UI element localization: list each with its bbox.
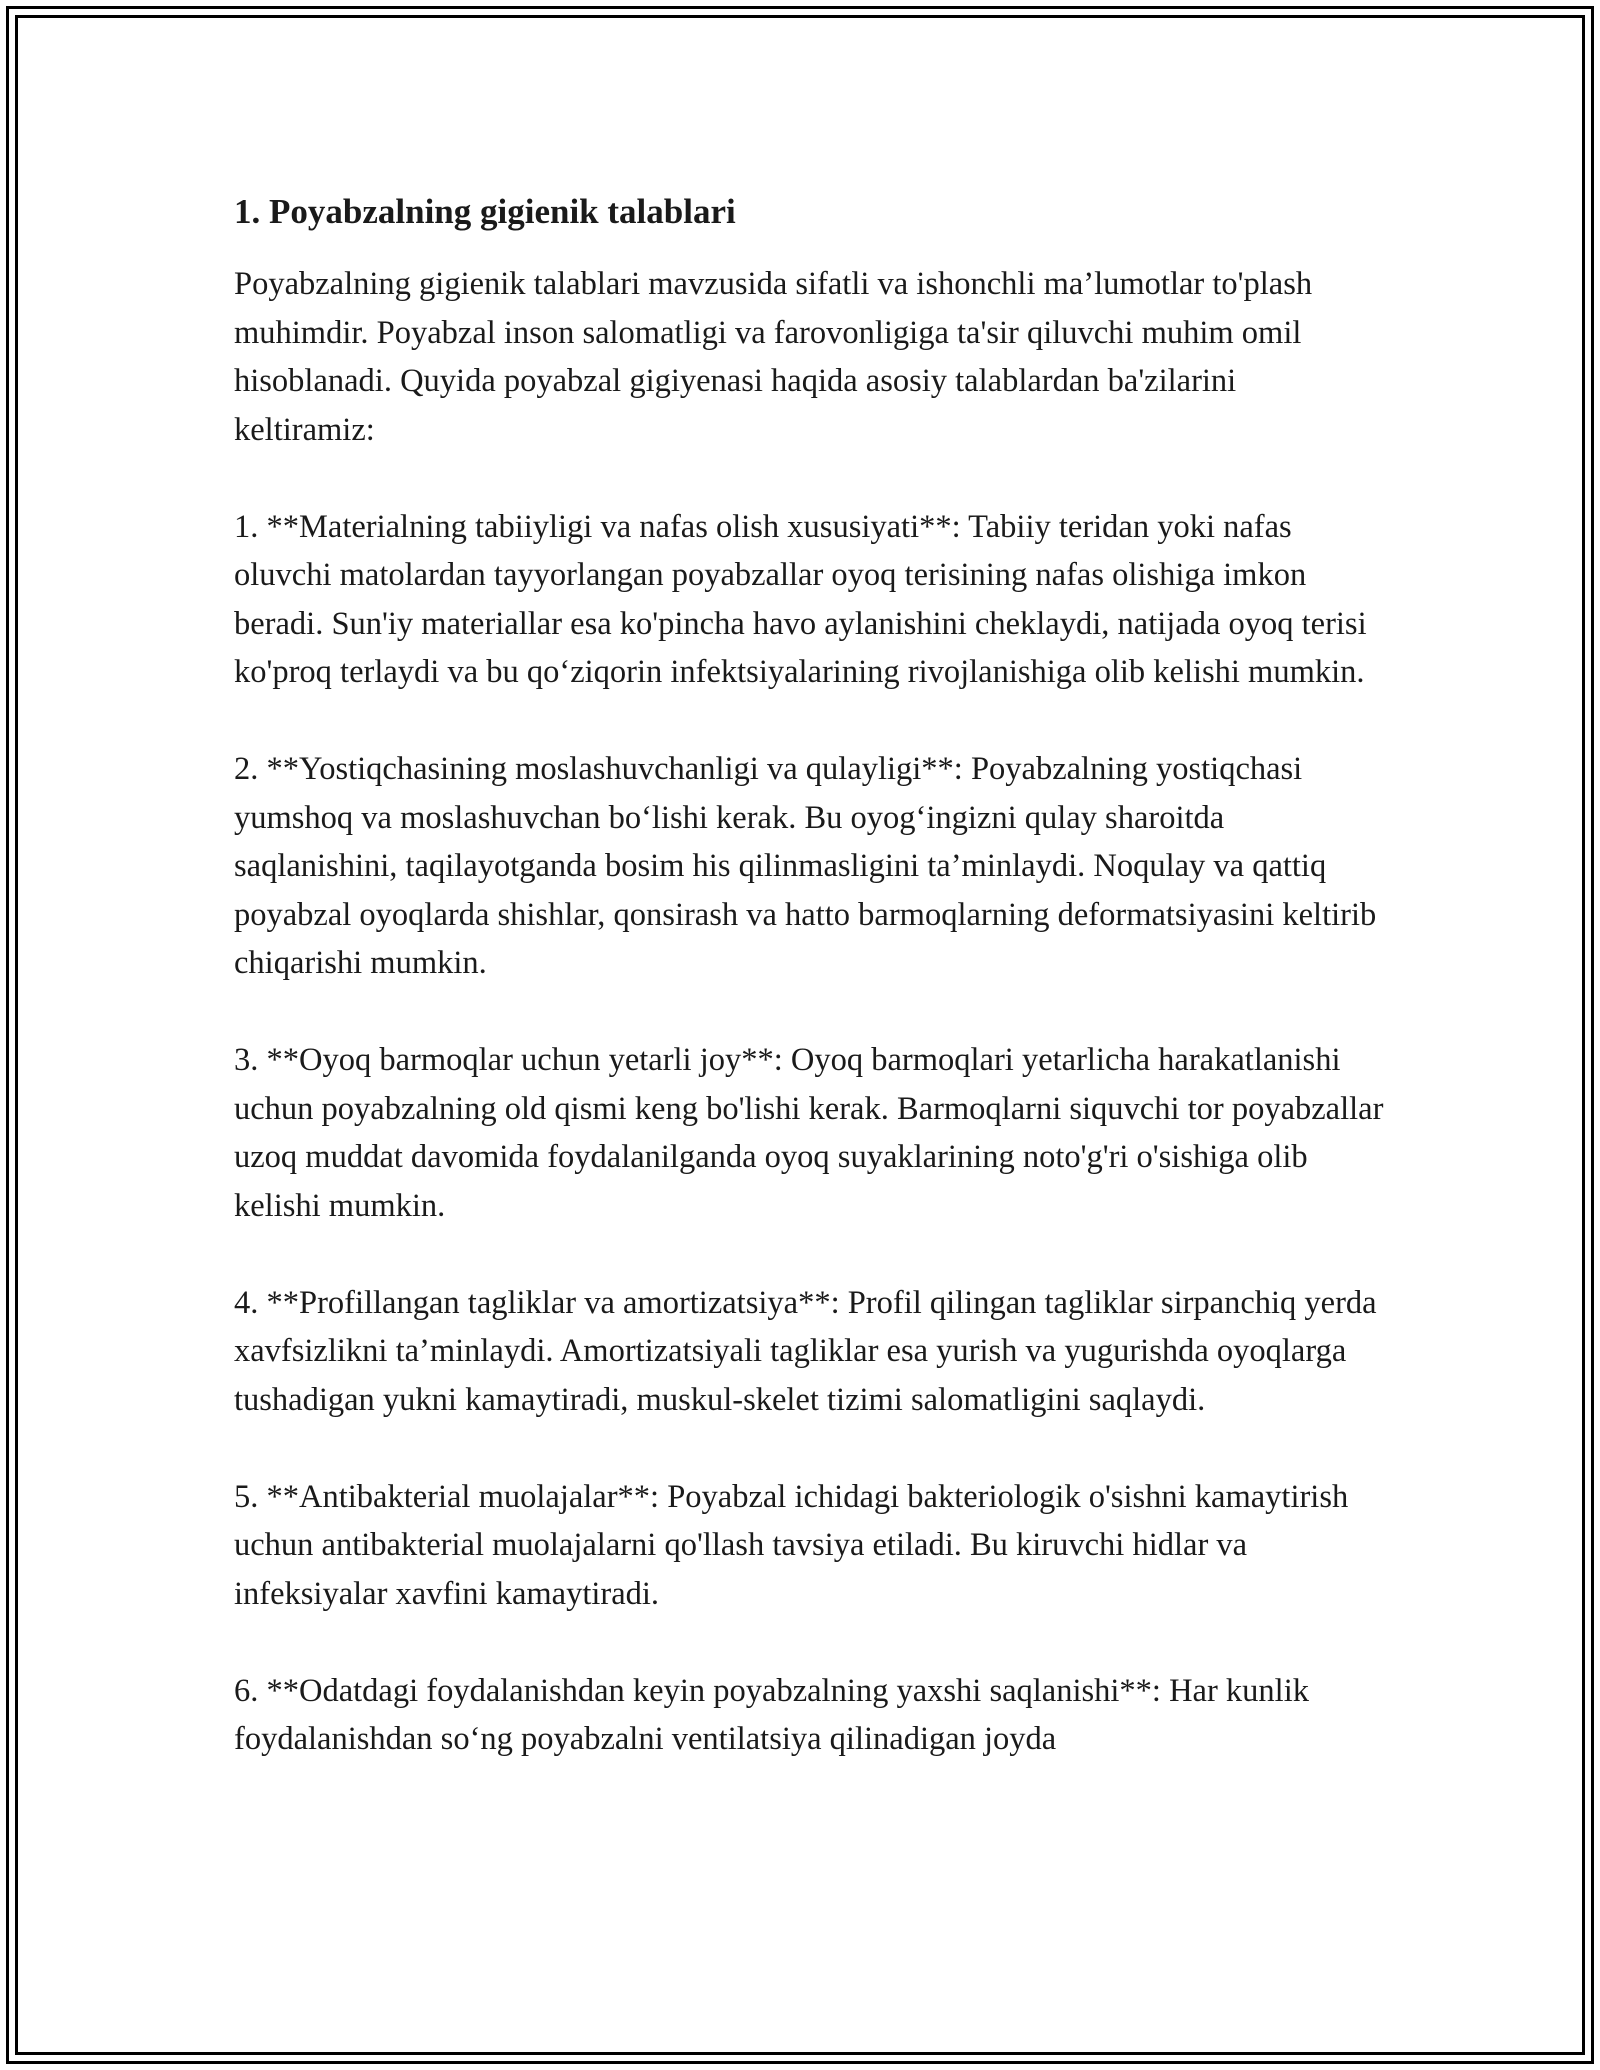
paragraph-intro: Poyabzalning gigienik talablari mavzusida sifatli va ishonchli ma’lumotlar to'plash muhimdir. Poyabzal inson salomatligi va farovonligiga ta'sir qiluvchi muhim omil hisoblanadi. Quyida poyabzal gigiyenasi haqida asosiy talablardan ba'zilarini keltiramiz: — [234, 266, 1313, 448]
paragraph-item-3: 3. **Oyoq barmoqlar uchun yetarli joy**: Oyoq barmoqlari yetarlicha harakatlanishi uchun poyabzalning old qismi keng bo'lishi kerak. Barmoqlarni siquvchi tor poyabzallar uzoq muddat davomida foydalanilganda oyoq suyaklarining noto'g'ri o'sishiga olib kelishi mumkin. — [234, 1042, 1384, 1224]
document-body — [234, 188, 1384, 1812]
paragraph-item-5: 5. **Antibakterial muolajalar**: Poyabzal ichidagi bakteriologik o'sishni kamaytirish uchun antibakterial muolajalarni qo'llash tavsiya etiladi. Bu kiruvchi hidlar va infeksiyalar xavfini kamaytiradi. — [234, 1478, 1349, 1612]
paragraph-item-4: 4. **Profillangan tagliklar va amortizatsiya**: Profil qilingan tagliklar sirpanchiq yerda xavfsizlikni ta’minlaydi. Amortizatsiyali tagliklar esa yurish va yugurishda oyoqlarga tushadigan yukni kamaytiradi, muskul-skelet tizimi salomatligini saqlaydi. — [234, 1284, 1377, 1418]
document-title: 1. Poyabzalning gigienik talablari — [234, 192, 736, 231]
paragraph-item-6: 6. **Odatdagi foydalanishdan keyin poyabzalning yaxshi saqlanishi**: Har kunlik foydalanishdan so‘ng poyabzalni ventilatsiya qilinadigan joyda — [234, 1672, 1309, 1757]
paragraph-item-1: 1. **Materialning tabiiyligi va nafas olish xususiyati**: Tabiiy teridan yoki nafas oluvchi matolardan tayyorlangan poyabzallar oyoq terisining nafas olishiga imkon beradi. Sun'iy materiallar esa ko'pincha havo aylanishini cheklaydi, natijada oyoq terisi ko'proq terlaydi va bu qo‘ziqorin infektsiyalarining rivojlanishiga olib kelishi mumkin. — [234, 508, 1367, 690]
paragraph-item-2: 2. **Yostiqchasining moslashuvchanligi va qulayligi**: Poyabzalning yostiqchasi yumshoq va moslashuvchan bo‘lishi kerak. Bu oyog‘ingizni qulay sharoitda saqlanishini, taqilayotganda bosim his qilinmasligini ta’minlaydi. Noqulay va qattiq poyabzal oyoqlarda shishlar, qonsirash va hatto barmoqlarning deformatsiyasini keltirib chiqarishi mumkin. — [234, 751, 1377, 981]
